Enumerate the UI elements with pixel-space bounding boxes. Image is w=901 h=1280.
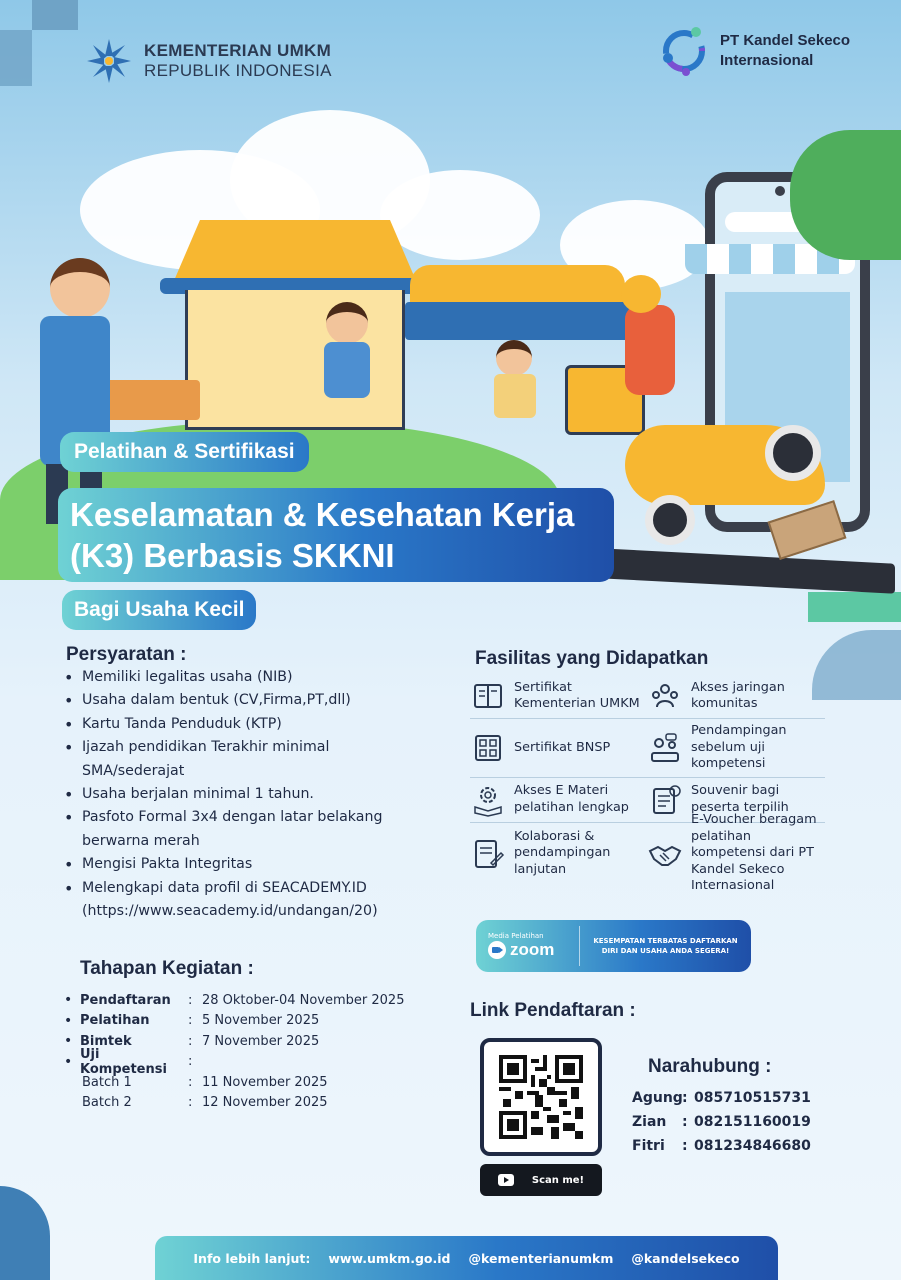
main-title-line1: Keselamatan & Kesehatan Kerja xyxy=(70,496,575,533)
schedule-heading: Tahapan Kegiatan : xyxy=(80,958,254,979)
schedule-row: • Pelatihan : 5 November 2025 xyxy=(64,1012,320,1029)
schedule-row: Batch 2 : 12 November 2025 xyxy=(82,1095,328,1111)
title-tag: Pelatihan & Sertifikasi xyxy=(60,432,309,472)
person-woman xyxy=(490,340,540,420)
requirements-list xyxy=(64,666,444,923)
facility-item xyxy=(647,812,825,894)
schedule-label: Batch 1 xyxy=(82,1074,132,1090)
schedule-value: 28 Oktober-04 November 2025 xyxy=(202,992,405,1008)
ministry-name-line1: KEMENTERIAN UMKM xyxy=(144,41,332,60)
decor-square xyxy=(812,630,901,700)
facility-text: Akses jaringan komunitas xyxy=(691,679,785,711)
ministry-name xyxy=(144,41,332,81)
footer-social-ministry[interactable]: @kementerianumkm xyxy=(468,1250,614,1266)
decor-square xyxy=(0,1186,50,1280)
play-icon xyxy=(498,1174,514,1186)
facility-text: Sertifikat BNSP xyxy=(514,739,611,755)
collaboration-document-icon xyxy=(470,836,506,872)
company-name-line2: Internasional xyxy=(720,52,814,69)
media-label: Media Pelatihan xyxy=(488,932,544,940)
footer-bar xyxy=(155,1236,778,1280)
schedule-label: Pendaftaran xyxy=(80,992,171,1008)
certificate-book-icon xyxy=(470,678,506,714)
mentoring-icon xyxy=(647,730,683,766)
footer-social-company[interactable]: @kandelsekeco xyxy=(631,1250,740,1266)
ministry-logo xyxy=(84,36,332,86)
decor-square xyxy=(0,30,32,86)
facility-text: Akses E Materi pelatihan lengkap xyxy=(514,783,629,815)
handshake-icon xyxy=(647,836,683,872)
facility-item xyxy=(470,778,647,823)
requirement-item: • Memiliki legalitas usaha (NIB) xyxy=(64,666,444,689)
scan-me-button[interactable] xyxy=(480,1164,602,1196)
facility-item xyxy=(647,674,825,719)
company-emblem-icon xyxy=(656,22,712,80)
audience-tag: Bagi Usaha Kecil xyxy=(62,590,256,630)
schedule-row: Batch 1 : 11 November 2025 xyxy=(82,1074,328,1090)
e-material-icon xyxy=(470,782,506,818)
facility-item xyxy=(470,823,647,885)
main-title xyxy=(58,488,614,582)
schedule-table xyxy=(64,990,444,1113)
schedule-label: Bimtek xyxy=(80,1033,132,1049)
contact-name: Zian xyxy=(632,1114,667,1130)
cloud xyxy=(380,170,540,260)
facility-text: Souvenir bagi peserta terpilih xyxy=(691,783,789,815)
market-stall-trim-2 xyxy=(405,302,630,340)
schedule-label: Pelatihan xyxy=(80,1013,150,1029)
facility-text: Kolaborasi & pendampingan lanjutan xyxy=(514,828,611,877)
contact-row: Agung : 085710515731 xyxy=(632,1090,811,1106)
decor-square xyxy=(808,592,901,622)
footer-info-label: Info lebih lanjut: xyxy=(193,1250,311,1266)
registration-qr-code[interactable] xyxy=(480,1038,602,1156)
requirement-item: • Melengkapi data profil di SEACADEMY.ID (https://www.seacademy.id/undangan/20) xyxy=(64,877,404,924)
facility-item xyxy=(647,719,825,778)
registration-heading: Link Pendaftaran : xyxy=(470,1000,636,1021)
requirement-item: • Usaha dalam bentuk (CV,Firma,PT,dll) xyxy=(64,689,444,712)
contact-phone[interactable]: 085710515731 xyxy=(694,1090,811,1106)
requirement-item: • Ijazah pendidikan Terakhir minimal SMA/sederajat xyxy=(64,736,344,783)
schedule-row: • Uji Kompetensi : xyxy=(64,1046,193,1077)
contact-name: Fitri xyxy=(632,1138,665,1154)
tree xyxy=(790,130,901,260)
requirement-item: • Mengisi Pakta Integritas xyxy=(64,853,444,876)
requirements-heading: Persyaratan : xyxy=(66,644,187,665)
souvenir-clipboard-icon xyxy=(647,782,683,818)
facilities-grid xyxy=(470,674,825,894)
delivery-scooter-illustration xyxy=(585,345,825,515)
ministry-emblem-icon xyxy=(84,36,134,86)
media-cta: KESEMPATAN TERBATAS DAFTARKAN DIRI DAN USAHA ANDA SEGERA! xyxy=(593,937,738,955)
contact-row: Fitri : 081234846680 xyxy=(632,1138,811,1154)
media-banner xyxy=(476,920,751,972)
schedule-value: 7 November 2025 xyxy=(202,1033,320,1049)
requirement-item: • Usaha berjalan minimal 1 tahun. xyxy=(64,783,444,806)
contact-phone[interactable]: 082151160019 xyxy=(694,1114,811,1130)
schedule-value: 11 November 2025 xyxy=(202,1074,328,1090)
main-title-line2: (K3) Berbasis SKKNI xyxy=(70,537,395,574)
contact-phone[interactable]: 081234846680 xyxy=(694,1138,811,1154)
schedule-label: Uji Kompetensi xyxy=(80,1046,167,1077)
contacts-list xyxy=(632,1086,811,1158)
contact-row: Zian : 082151160019 xyxy=(632,1114,811,1130)
community-network-icon xyxy=(647,678,683,714)
schedule-row: • Pendaftaran : 28 Oktober-04 November 2025 xyxy=(64,992,405,1009)
contact-name: Agung xyxy=(632,1090,683,1106)
facility-text: E-Voucher beragam pelatihan kompetensi dari PT Kandel Sekeco Internasional xyxy=(691,812,817,894)
qr-code-icon xyxy=(499,1055,583,1139)
decor-square xyxy=(32,0,78,30)
ministry-name-line2: REPUBLIK INDONESIA xyxy=(144,61,332,80)
media-platform: zoom xyxy=(510,940,555,959)
requirement-item: • Pasfoto Formal 3x4 dengan latar belakang berwarna merah xyxy=(64,806,394,853)
facility-item xyxy=(470,719,647,778)
company-name-line1: PT Kandel Sekeco xyxy=(720,32,851,49)
facility-text: Pendampingan sebelum uji kompetensi xyxy=(691,723,787,771)
scan-me-label: Scan me! xyxy=(531,1174,585,1186)
schedule-row: • Bimtek : 7 November 2025 xyxy=(64,1033,320,1050)
schedule-value: 5 November 2025 xyxy=(202,1013,320,1029)
person-child xyxy=(318,302,378,402)
schedule-label: Batch 2 xyxy=(82,1095,132,1111)
footer-website-link[interactable]: www.umkm.go.id xyxy=(328,1250,451,1266)
schedule-value: 12 November 2025 xyxy=(202,1095,328,1111)
checklist-certificate-icon xyxy=(470,730,506,766)
facility-text: Sertifikat Kementerian UMKM xyxy=(514,679,640,711)
company-logo xyxy=(656,22,850,80)
facilities-heading: Fasilitas yang Didapatkan xyxy=(475,648,709,669)
contacts-heading: Narahubung : xyxy=(648,1056,772,1077)
requirement-item: • Kartu Tanda Penduduk (KTP) xyxy=(64,713,444,736)
facility-item xyxy=(470,674,647,719)
road xyxy=(600,548,895,593)
zoom-camera-icon xyxy=(488,941,506,959)
